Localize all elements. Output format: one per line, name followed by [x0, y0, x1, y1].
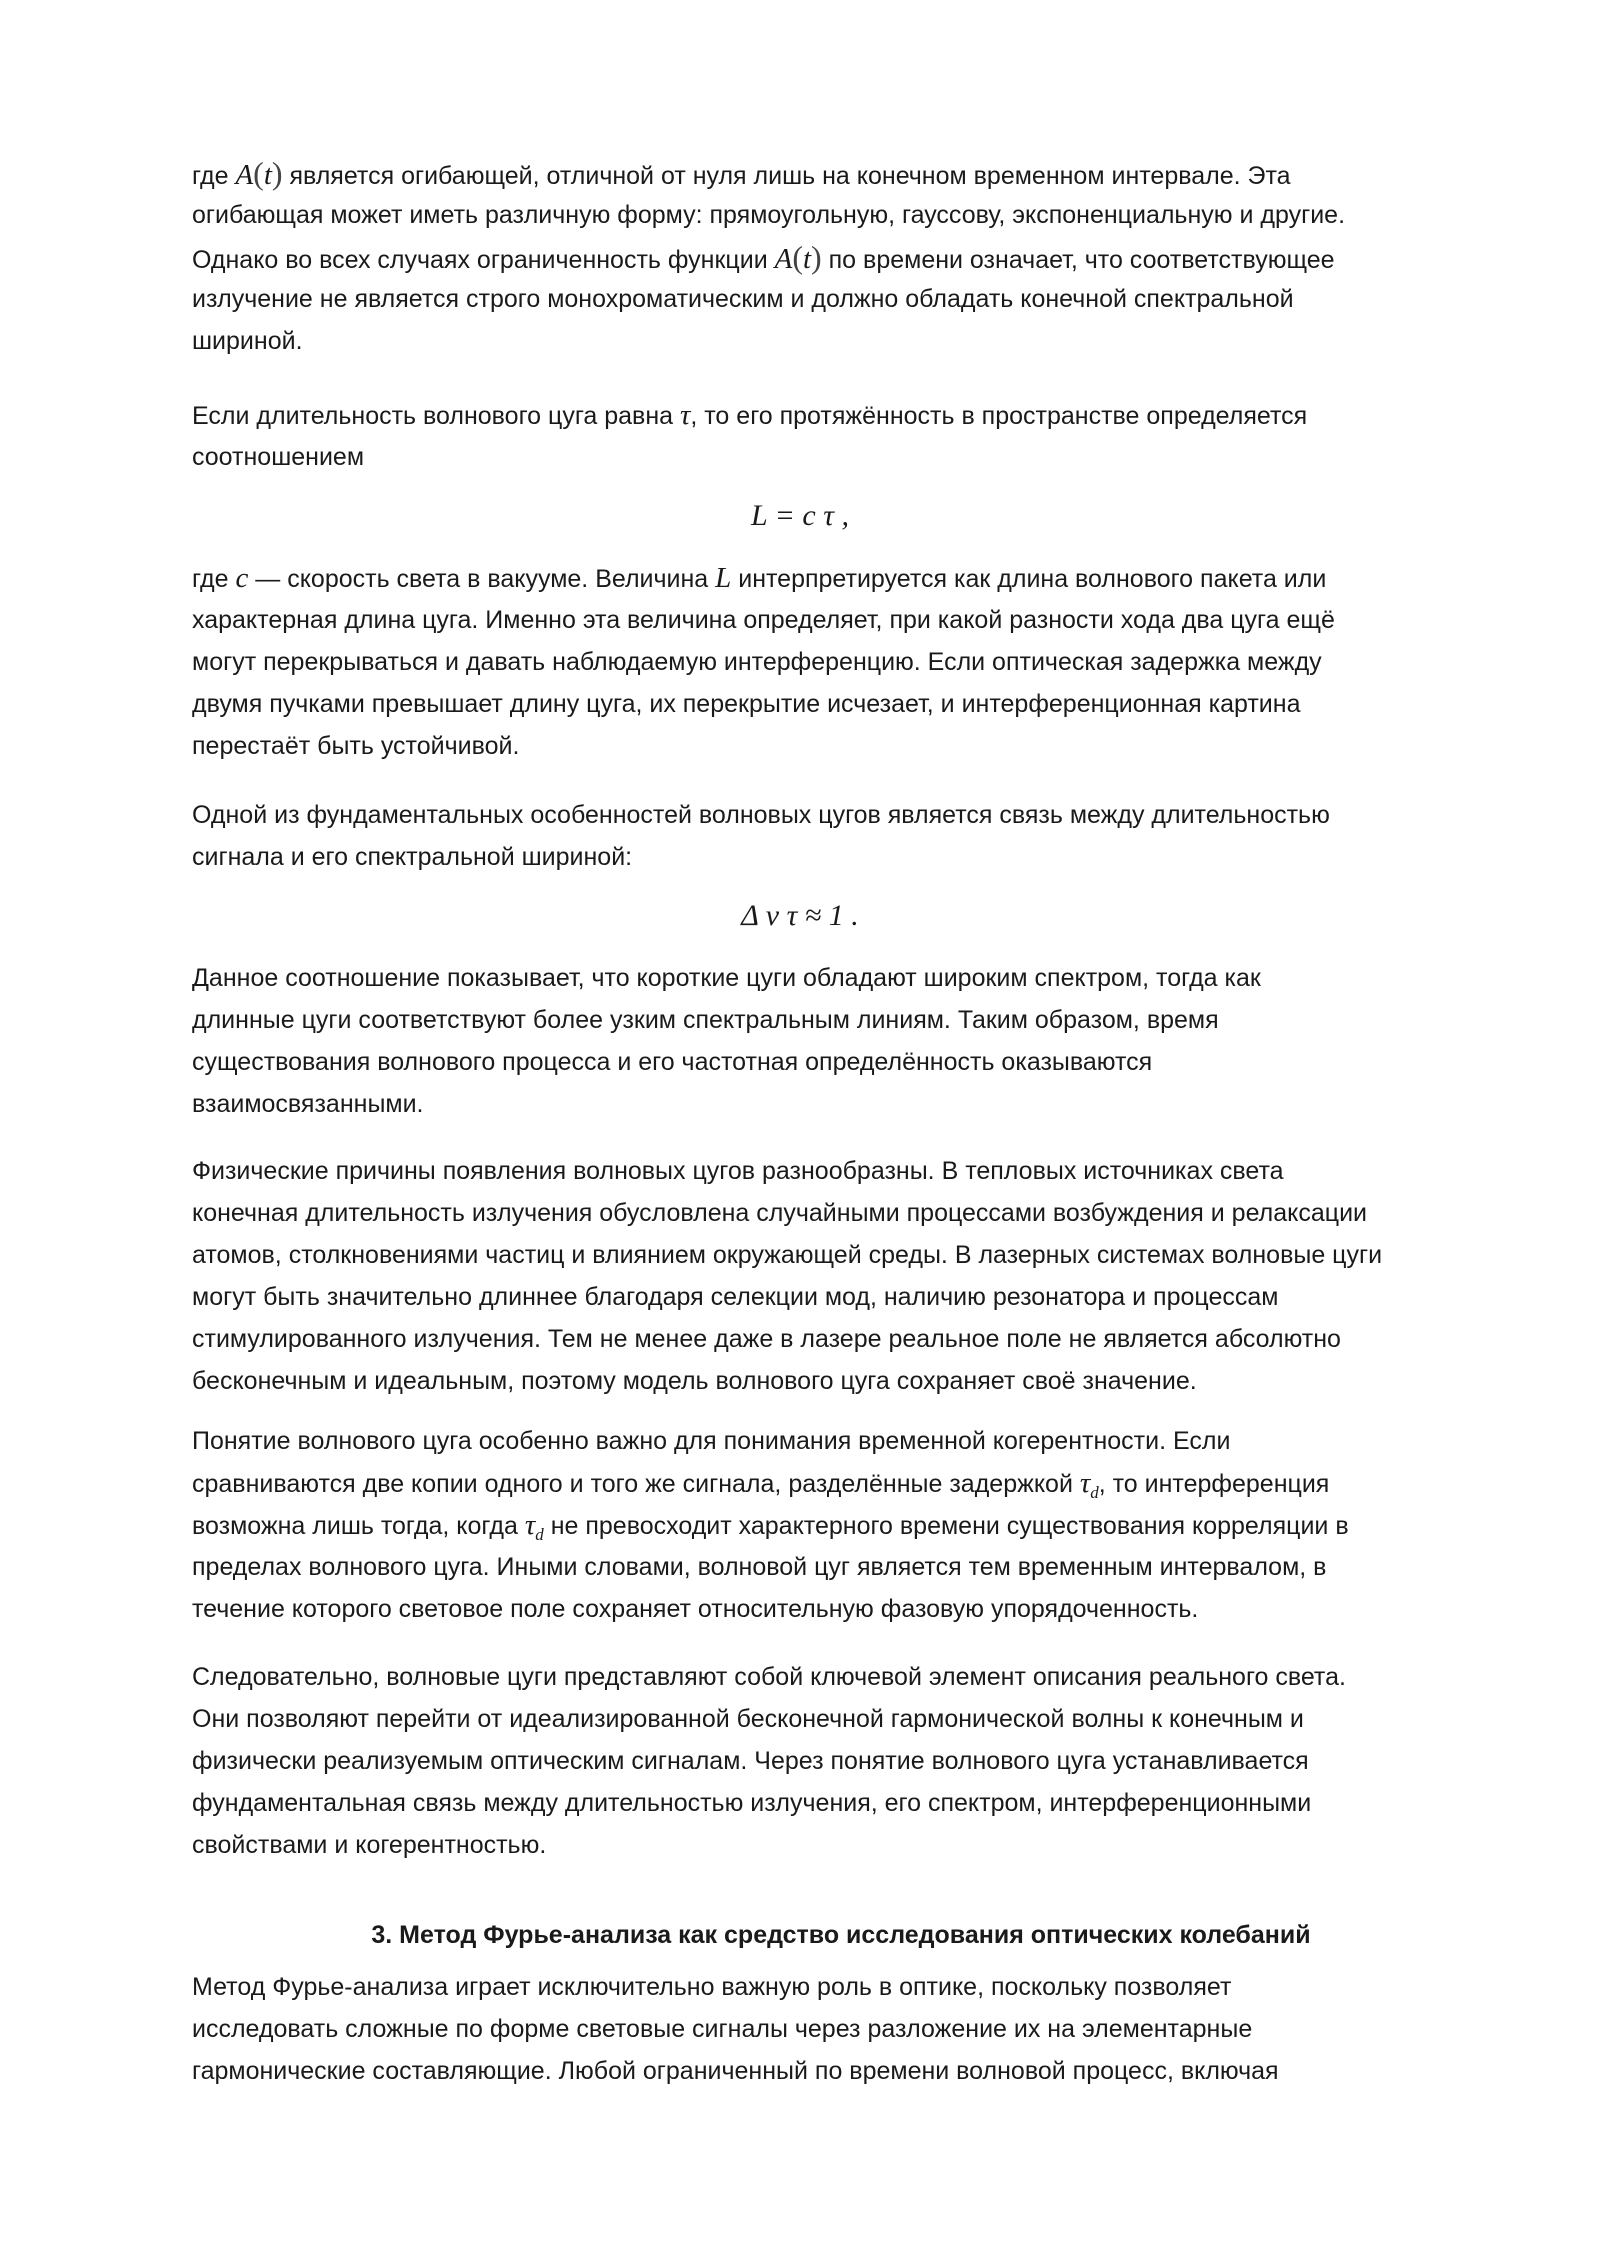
text-line: стимулированного излучения. Тем не менее даже в лазере реальное поле не является абсолютно — [192, 1325, 1341, 1353]
math-symbol: τ — [524, 1509, 536, 1541]
text-line: гармонические составляющие. Любой ограниченный по времени волновой процесс, включая — [192, 2057, 1279, 2085]
text-line: могут перекрываться и давать наблюдаемую интерференцию. Если оптическая задержка между — [192, 648, 1322, 676]
text-line: Следовательно, волновые цуги представляют собой ключевой элемент описания реального света. — [192, 1663, 1346, 1691]
text-line: существования волнового процесса и его частотная определённость оказываются — [192, 1048, 1153, 1076]
math-symbol: L — [715, 562, 732, 594]
text-line: перестаёт быть устойчивой. — [192, 732, 520, 760]
text-line: сравниваются две копии одного и того же сигнала, разделённые задержкой $\tau_d$, то интерференция — [192, 1467, 1330, 1502]
text-line: Данное соотношение показывает, что короткие цуги обладают широким спектром, тогда как — [192, 964, 1261, 992]
text-line: Физические причины появления волновых цугов разнообразны. В тепловых источниках света — [192, 1157, 1284, 1185]
math-symbol: τ — [679, 399, 691, 431]
text-line: характерная длина цуга. Именно эта величина определяет, при какой разности хода два цуга ещё — [192, 606, 1335, 634]
text-line: пределах волнового цуга. Иными словами, волновой цуг является тем временным интервалом, в — [192, 1553, 1327, 1581]
math-subscript: d — [1090, 1483, 1099, 1502]
formula-length: L = c τ , — [751, 499, 849, 532]
text-line: могут быть значительно длиннее благодаря селекции мод, наличию резонатора и процессам — [192, 1283, 1279, 1311]
math-symbol: t — [802, 243, 812, 275]
paragraph-envelope — [192, 152, 1492, 362]
text-line: соотношением — [192, 443, 365, 471]
text-line: взаимосвязанными. — [192, 1090, 424, 1118]
text-line: Понятие волнового цуга особенно важно для понимания временной когерентности. Если — [192, 1427, 1231, 1455]
paragraph-wave-train-length — [192, 394, 1492, 478]
text-line: Одной из фундаментальных особенностей волновых цугов является связь между длительностью — [192, 801, 1330, 829]
paragraph-light-speed — [192, 557, 1492, 767]
paragraph-physical-causes — [192, 1150, 1492, 1402]
math-symbol: A — [774, 243, 793, 275]
text-line: Метод Фурье-анализа играет исключительно важную роль в оптике, поскольку позволяет — [192, 1973, 1232, 2001]
paragraph-duration-bandwidth — [192, 794, 1492, 878]
text-line: физически реализуемым оптическим сигналам. Через понятие волнового цуга устанавливается — [192, 1747, 1309, 1775]
text-line: возможна лишь тогда, когда $\tau_d$ не превосходит характерного времени существования корреляции в — [192, 1509, 1349, 1544]
text-line: Однако во всех случаях ограниченность функции A(t) по времени означает, что соответствующее — [192, 239, 1335, 275]
text-line: шириной. — [192, 327, 303, 355]
section-heading: 3. Метод Фурье-анализа как средство исследования оптических колебаний — [371, 1921, 1311, 1949]
text-line: где A(t) является огибающей, отличной от нуля лишь на конечном временном интервале. Эта — [192, 155, 1291, 191]
math-symbol: c — [235, 562, 249, 594]
text-line: конечная длительность излучения обусловлена случайными процессами возбуждения и релаксации — [192, 1199, 1367, 1227]
math-symbol: τ — [1079, 1467, 1091, 1499]
text-line: исследовать сложные по форме световые сигналы через разложение их на элементарные — [192, 2015, 1253, 2043]
text-line: двумя пучками превышает длину цуга, их перекрытие исчезает, и интерференционная картина — [192, 690, 1301, 718]
math-subscript: d — [535, 1525, 544, 1544]
math-symbol: t — [263, 159, 272, 191]
text-line: излучение не является строго монохроматическим и должно обладать конечной спектральной — [192, 285, 1294, 313]
paragraph-spectrum — [192, 957, 1492, 1125]
paragraph-fourier-intro — [192, 1966, 1492, 2092]
formula-uncertainty: Δ ν τ ≈ 1 . — [741, 899, 859, 932]
math-symbol: A — [235, 159, 254, 191]
text-line: огибающая может иметь различную форму: прямоугольную, гауссову, экспоненциальную и другие. — [192, 201, 1346, 229]
text-line: течение которого световое поле сохраняет относительную фазовую упорядоченность. — [192, 1595, 1199, 1623]
text-line: Они позволяют перейти от идеализированной бесконечной гармонической волны к конечным и — [192, 1705, 1304, 1733]
text-line: фундаментальная связь между длительностью излучения, его спектром, интерференционными — [192, 1789, 1312, 1817]
paragraph-conclusion — [192, 1656, 1492, 1866]
text-line: свойствами и когерентностью. — [192, 1831, 547, 1859]
text-line: где c — скорость света в вакууме. Величина L интерпретируется как длина волнового пакета или — [192, 562, 1327, 594]
text-line: Если длительность волнового цуга равна τ, то его протяжённость в пространстве определяется — [192, 399, 1308, 431]
text-line: атомов, столкновениями частиц и влиянием окружающей среды. В лазерных системах волновые цуги — [192, 1241, 1383, 1269]
text-line: сигнала и его спектральной шириной: — [192, 843, 633, 871]
paragraph-temporal-coherence — [192, 1420, 1492, 1630]
text-line: бесконечным и идеальным, поэтому модель волнового цуга сохраняет своё значение. — [192, 1367, 1197, 1395]
text-line: длинные цуги соответствуют более узким спектральным линиям. Таким образом, время — [192, 1006, 1219, 1034]
